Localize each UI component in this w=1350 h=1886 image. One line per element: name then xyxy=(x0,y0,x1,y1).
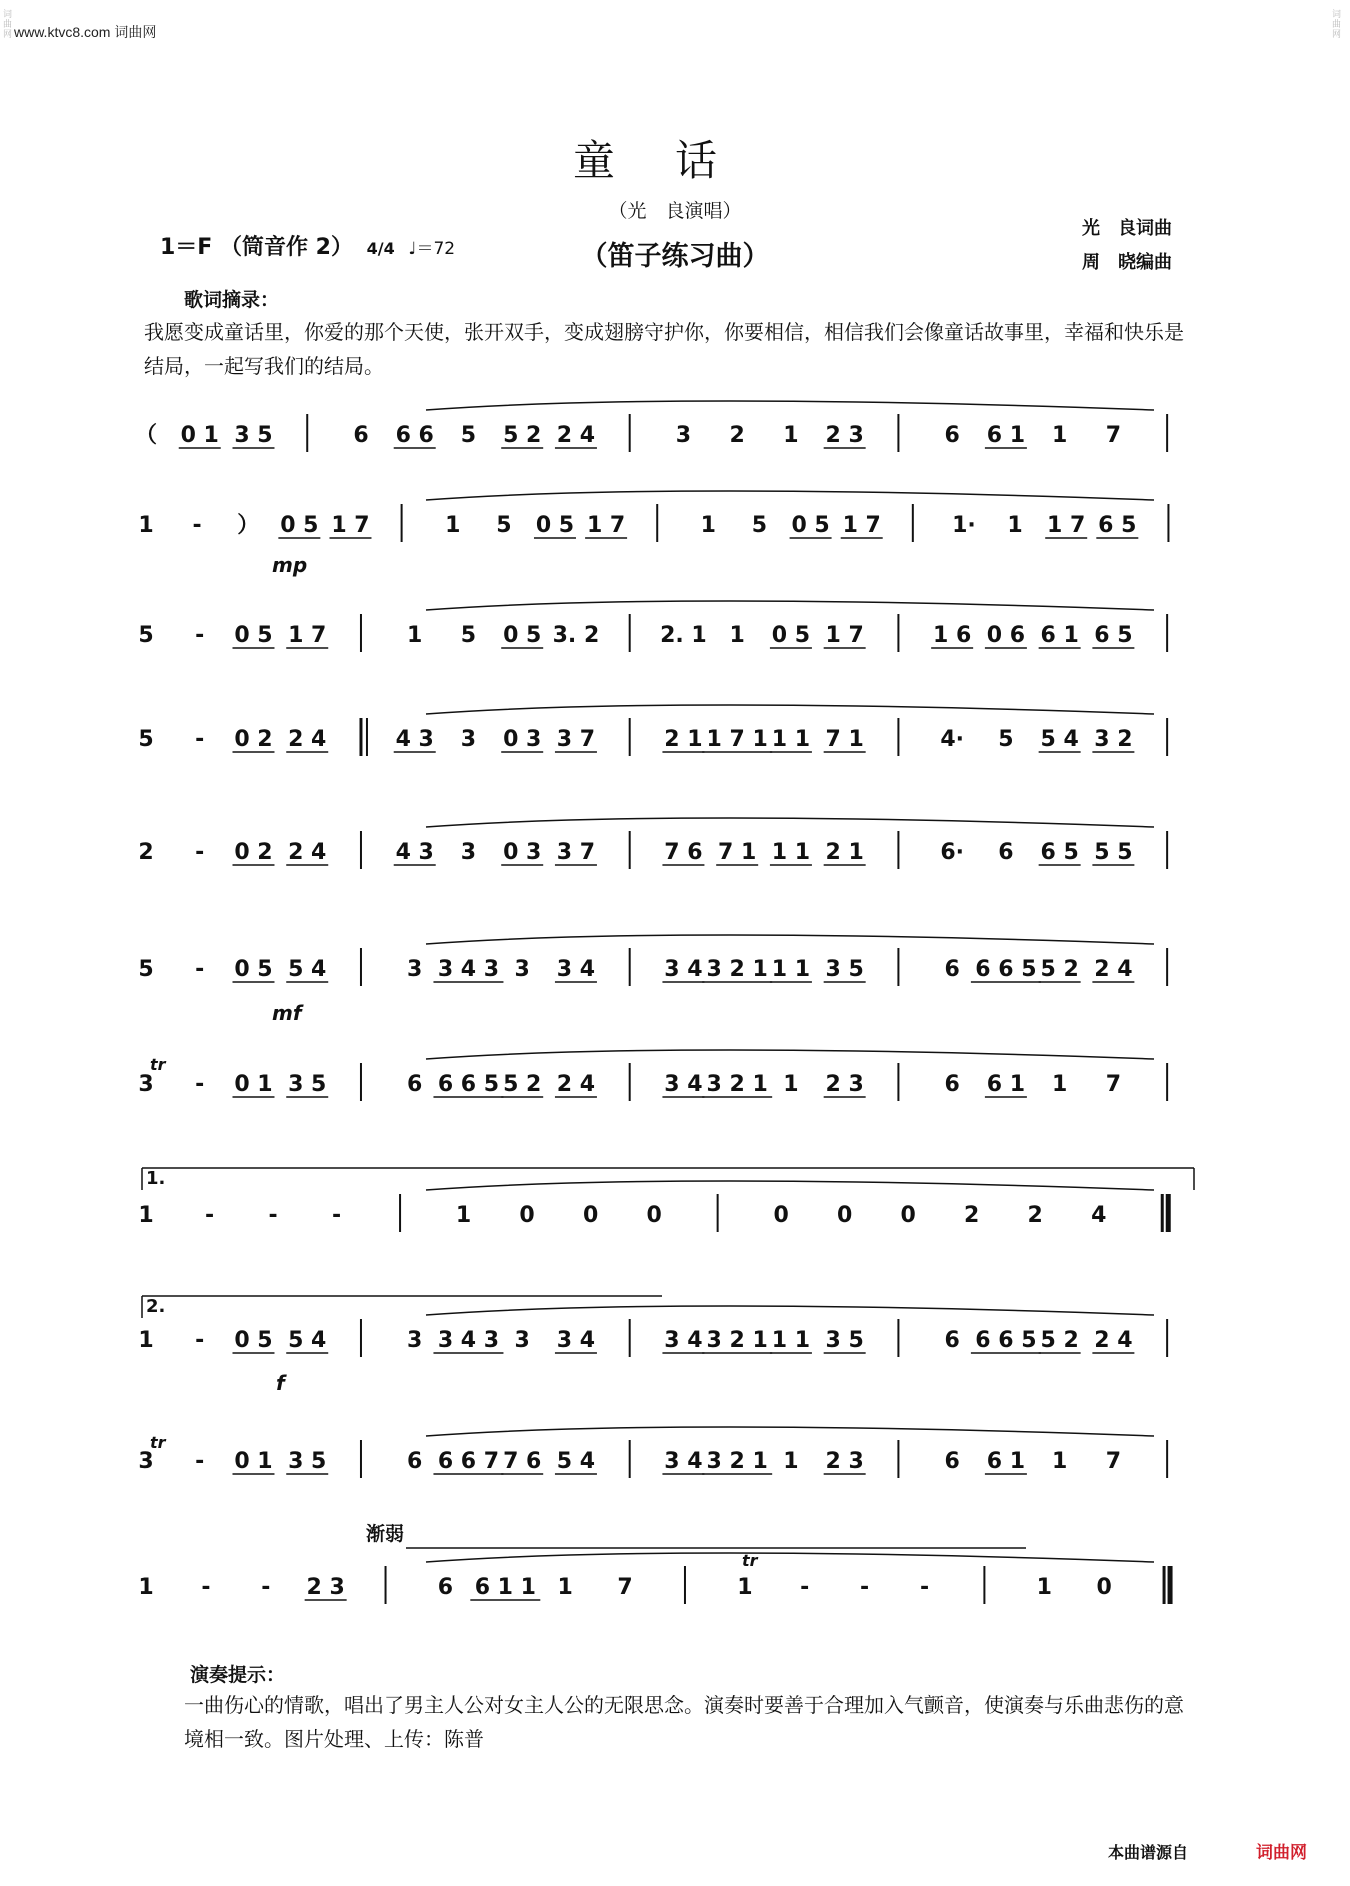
score-note: 5 xyxy=(138,727,154,752)
score-note: - xyxy=(195,957,205,982)
slur xyxy=(426,491,1154,500)
score-note: 6 1 1 xyxy=(474,1575,536,1600)
score-note: - xyxy=(204,1203,215,1228)
score-note: 1 7 xyxy=(1047,513,1086,538)
score-note: 6· xyxy=(940,840,964,865)
song-title: 童话 xyxy=(572,136,777,185)
slur xyxy=(426,1553,1154,1562)
score-note: - xyxy=(195,727,205,752)
score-note: 3 2 1 xyxy=(706,1449,768,1474)
side-watermark-right: 词 曲 网 xyxy=(1332,10,1342,40)
slur xyxy=(426,1181,1154,1190)
score-note: 3 xyxy=(514,957,530,982)
score-note: 1 xyxy=(783,1072,799,1097)
score-note: 6 5 xyxy=(1098,513,1137,538)
dynamic-mf: mf xyxy=(272,1001,302,1025)
score-note: 0 5 xyxy=(535,513,575,538)
score-note: 1 7 xyxy=(586,513,626,538)
score-note: 2 xyxy=(729,423,745,448)
slur xyxy=(426,705,1154,714)
score-note: 1 xyxy=(737,1575,753,1600)
score-note: 5 2 xyxy=(503,423,542,448)
score-note: 1 7 xyxy=(331,513,370,538)
score-note: 3 7 xyxy=(556,840,596,865)
score-note: 5 xyxy=(751,513,768,538)
score-note: 3 2 xyxy=(1094,727,1133,752)
slur xyxy=(426,818,1154,827)
score-note: 1 xyxy=(407,623,423,648)
score-note: 6 xyxy=(944,1449,960,1474)
score-note: 2 xyxy=(1027,1203,1043,1228)
score-note: 5 2 xyxy=(503,1072,542,1097)
score-note: - xyxy=(331,1203,342,1228)
score-note: 2 1 xyxy=(825,840,864,865)
trill-mark: tr xyxy=(742,1551,758,1570)
score-note: 2 4 xyxy=(556,423,596,448)
score-note: 3 4 3 xyxy=(437,1328,500,1353)
dynamic-mp: mp xyxy=(272,553,308,577)
score-note: 5 2 xyxy=(1040,957,1079,982)
score-note: 6 xyxy=(353,423,369,448)
score-note: 3 xyxy=(138,1449,154,1474)
score-note: 3 2 1 xyxy=(706,1328,768,1353)
score-note: 0 5 xyxy=(234,1328,273,1353)
score-note: - xyxy=(195,840,205,865)
score-note: 1 7 xyxy=(288,623,327,648)
slur xyxy=(426,601,1154,610)
score-note: 3 4 xyxy=(556,1328,596,1353)
score-row xyxy=(138,935,1167,986)
performance-heading: 演奏提示： xyxy=(190,1664,286,1686)
score-note: 6 5 xyxy=(1040,840,1079,865)
score-note: 7 6 xyxy=(664,840,703,865)
score-note: 6 xyxy=(407,1449,423,1474)
score-note: 0 xyxy=(646,1203,662,1228)
dynamic-f: f xyxy=(276,1371,285,1395)
score-row xyxy=(138,1427,1167,1478)
score-note: 6 xyxy=(944,1072,960,1097)
score-note: 0 3 xyxy=(503,727,542,752)
score-note: 1 7 1 xyxy=(706,727,768,752)
score-note: 1 xyxy=(138,1328,154,1353)
score-note: 7 1 xyxy=(825,727,864,752)
score-note: 0 xyxy=(1096,1575,1112,1600)
slur xyxy=(426,1050,1154,1059)
score-note: 0 xyxy=(582,1203,599,1228)
score-note: 5 xyxy=(460,423,477,448)
score-note: 0 1 xyxy=(180,423,219,448)
credit-arranger: 周 晓编曲 xyxy=(1082,252,1172,273)
score-note: 3 5 xyxy=(825,1328,864,1353)
footer-source: 本曲谱源自 xyxy=(1108,1843,1189,1862)
score-note: 2 3 xyxy=(825,1449,864,1474)
score-note: 2 4 xyxy=(288,727,327,752)
score-note: 3 5 xyxy=(288,1449,327,1474)
score-note: 0 2 xyxy=(234,840,273,865)
score-note: 5 4 xyxy=(288,957,327,982)
score-note: 2 3 xyxy=(825,1072,864,1097)
score-note: 1 xyxy=(1051,423,1068,448)
score-note: 1 xyxy=(138,1575,154,1600)
score-note: 1 xyxy=(445,513,461,538)
score-note: 2 4 xyxy=(556,1072,596,1097)
score-note: 2 4 xyxy=(1094,957,1133,982)
score-note: 2 3 xyxy=(825,423,864,448)
score-note: 1 xyxy=(1007,513,1023,538)
score-note: 6 xyxy=(944,957,960,982)
score-note: 1· xyxy=(952,513,976,538)
score-note: ） xyxy=(237,513,260,538)
trill-mark: tr xyxy=(150,1433,166,1452)
score-row xyxy=(135,401,1167,452)
score-note: 6 1 xyxy=(986,1072,1026,1097)
subtitle: （笛子练习曲） xyxy=(580,241,770,272)
volta-1-label: 1. xyxy=(146,1168,166,1189)
score-note: 1 xyxy=(138,513,154,538)
score-note: 3 4 xyxy=(664,957,703,982)
score-note: - xyxy=(195,623,205,648)
score-note: 1 xyxy=(783,1449,799,1474)
score-note: 3 xyxy=(675,423,692,448)
score-note: 0 xyxy=(519,1203,535,1228)
score-note: 3 5 xyxy=(288,1072,327,1097)
score-note: 0 5 xyxy=(771,623,811,648)
score-note: 1 7 xyxy=(842,513,881,538)
score-note: 1 1 xyxy=(771,957,811,982)
score-note: 1 7 xyxy=(825,623,864,648)
score-note: 3. 2 xyxy=(552,623,600,648)
score-note: 6 6 5 xyxy=(437,1072,500,1097)
score-note: 6 1 xyxy=(1040,623,1079,648)
score-note: 5 4 xyxy=(1040,727,1079,752)
score-note: 4 3 xyxy=(395,840,434,865)
site-url[interactable]: www.ktvc8.com 词曲网 xyxy=(14,24,157,40)
score-note: 5 xyxy=(496,513,512,538)
score-note: 1 6 xyxy=(933,623,972,648)
score-note: 7 xyxy=(1105,423,1122,448)
score-row xyxy=(138,705,1167,756)
score-note: 3 5 xyxy=(825,957,864,982)
score-note: 6 1 xyxy=(986,1449,1026,1474)
score-note: 3 2 1 xyxy=(706,1072,768,1097)
score-note: 1 xyxy=(729,623,745,648)
tempo-mark: ♩＝72 xyxy=(408,239,456,259)
score-note: 5 xyxy=(998,727,1014,752)
score-note: 3 xyxy=(514,1328,530,1353)
score-note: - xyxy=(195,1449,205,1474)
score-row xyxy=(138,601,1167,652)
score-note: - xyxy=(268,1203,278,1228)
score-note: 0 5 xyxy=(234,623,273,648)
score-note: 7 xyxy=(617,1575,633,1600)
score-note: 1 xyxy=(1036,1575,1052,1600)
score-note: 2 xyxy=(964,1203,980,1228)
score-note: 0 1 xyxy=(234,1072,273,1097)
score-note: 0 xyxy=(900,1203,916,1228)
score-note: 0 xyxy=(773,1203,789,1228)
score-note: 6 5 xyxy=(1094,623,1133,648)
score-note: 4 xyxy=(1091,1203,1107,1228)
score-note: 1 xyxy=(557,1575,573,1600)
score-note: 1 xyxy=(138,1203,154,1228)
side-watermark-left: 词 曲 网 xyxy=(3,10,13,40)
score-note: 7 xyxy=(1105,1072,1122,1097)
score-note: 5 4 xyxy=(288,1328,327,1353)
score-note: 1 xyxy=(783,423,799,448)
score-note: - xyxy=(195,1328,205,1353)
score-note: 6 xyxy=(407,1072,423,1097)
score-note: 1 1 xyxy=(771,727,811,752)
score-note: 6 1 xyxy=(986,423,1026,448)
performance-notes: 一曲伤心的情歌，唱出了男主人公对女主人公的无限思念。演奏时要善于合理加入气颤音，使演奏与乐曲悲伤的意境相一致。图片处理、上传：陈普 xyxy=(184,1693,1184,1751)
score-note: 2 3 xyxy=(306,1575,345,1600)
score-note: - xyxy=(192,513,202,538)
trill-mark: tr xyxy=(150,1055,166,1074)
lyrics-heading: 歌词摘录： xyxy=(184,289,280,311)
score-row xyxy=(138,491,1168,542)
score-row xyxy=(138,1181,1168,1232)
score-row xyxy=(138,1050,1167,1101)
score-note: 6 6 5 xyxy=(975,957,1037,982)
score-note: 6 xyxy=(944,1328,960,1353)
singer-line: （光 良演唱） xyxy=(608,200,742,222)
score-note: 5 2 xyxy=(1040,1328,1079,1353)
score-note: - xyxy=(800,1575,810,1600)
score-note: 3 2 1 xyxy=(706,957,768,982)
score-note: 1 1 xyxy=(771,1328,811,1353)
score-note: 6 xyxy=(437,1575,454,1600)
score-note: 2 1 xyxy=(664,727,703,752)
score-note: 5 xyxy=(138,957,154,982)
score-note: 3 xyxy=(460,840,477,865)
fade-out-label: 渐弱 xyxy=(366,1523,405,1545)
score-note: - xyxy=(261,1575,271,1600)
score-note: 3 xyxy=(407,957,423,982)
score-note: 5 xyxy=(460,623,477,648)
score-note: 3 7 xyxy=(556,727,596,752)
score-note: 3 xyxy=(407,1328,423,1353)
score-note: 1 xyxy=(1051,1072,1068,1097)
score-note: 7 xyxy=(1105,1449,1122,1474)
score-note: 0 5 xyxy=(503,623,542,648)
volta-2-label: 2. xyxy=(146,1296,166,1317)
score-note: 6 6 5 xyxy=(975,1328,1037,1353)
score-note: 4 3 xyxy=(395,727,434,752)
score-note: （ xyxy=(134,423,158,448)
score-note: 2 xyxy=(138,840,154,865)
lyrics-text: 我愿变成童话里，你爱的那个天使，张开双手，变成翅膀守护你，你要相信，相信我们会像童话故事里，幸福和快乐是结局，一起写我们的结局。 xyxy=(144,320,1184,378)
score-note: 1 xyxy=(1051,1449,1068,1474)
score-note: - xyxy=(201,1575,211,1600)
score-note: 3 xyxy=(138,1072,154,1097)
score-note: 3 4 xyxy=(664,1328,703,1353)
score-row xyxy=(138,1553,1170,1604)
score-row xyxy=(138,1306,1167,1357)
score-note: 6 xyxy=(998,840,1014,865)
score-note: 6 xyxy=(944,423,960,448)
score-note: 5 4 xyxy=(556,1449,596,1474)
score-note: - xyxy=(195,1072,205,1097)
score-note: 3 4 xyxy=(664,1449,703,1474)
score-note: 2 4 xyxy=(288,840,327,865)
score-note: 3 xyxy=(460,727,477,752)
score-note: 3 5 xyxy=(234,423,273,448)
score-note: 0 5 xyxy=(234,957,273,982)
slur xyxy=(426,935,1154,944)
score-note: 0 6 xyxy=(986,623,1026,648)
score-note: - xyxy=(860,1575,870,1600)
score-note: 1 xyxy=(700,513,716,538)
score-note: 5 5 xyxy=(1094,840,1133,865)
score-note: 3 4 xyxy=(556,957,596,982)
score-note: 0 xyxy=(837,1203,853,1228)
score-note: 3 4 xyxy=(664,1072,703,1097)
score-note: 0 5 xyxy=(280,513,319,538)
score-row xyxy=(138,818,1167,869)
score-note: 2 4 xyxy=(1094,1328,1133,1353)
score-note: 0 3 xyxy=(503,840,542,865)
score-note: 6 6 xyxy=(395,423,434,448)
slur xyxy=(426,1306,1154,1315)
slur xyxy=(426,401,1154,410)
time-signature: 4/4 xyxy=(366,239,395,258)
score-note: 7 6 xyxy=(503,1449,542,1474)
score-note: 6 6 7 xyxy=(437,1449,500,1474)
footer-logo[interactable]: 词曲网 xyxy=(1256,1843,1307,1863)
score-note: 2. 1 xyxy=(660,623,707,648)
credit-lyrics-music: 光 良词曲 xyxy=(1082,218,1172,239)
score-note: 5 xyxy=(138,623,154,648)
score-note: 1 1 xyxy=(771,840,811,865)
score-note: 4· xyxy=(940,727,964,752)
key-label: 1＝F （筒音作 2） xyxy=(160,235,353,260)
score-note: - xyxy=(919,1575,930,1600)
score-note: 7 1 xyxy=(718,840,757,865)
score-note: 0 1 xyxy=(234,1449,273,1474)
slur xyxy=(426,1427,1154,1436)
score-note: 1 xyxy=(455,1203,472,1228)
score-note: 0 2 xyxy=(234,727,273,752)
score-note: 0 5 xyxy=(791,513,830,538)
score-note: 3 4 3 xyxy=(437,957,500,982)
